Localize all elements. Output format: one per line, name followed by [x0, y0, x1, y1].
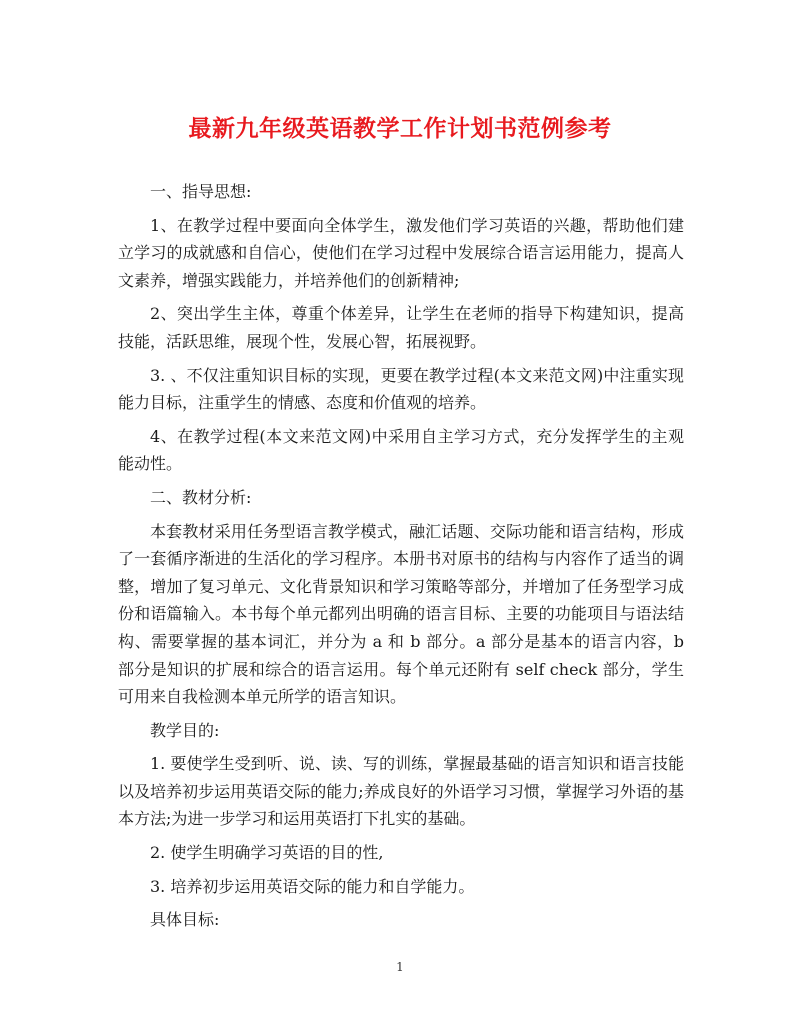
document-title: 最新九年级英语教学工作计划书范例参考	[188, 115, 612, 142]
document-body	[118, 178, 684, 940]
paragraph-item-4: 4、在教学过程(本文来范文网)中采用自主学习方式，充分发挥学生的主观能动性。	[118, 426, 684, 474]
section-heading-teaching-purpose: 教学目的:	[150, 720, 220, 740]
paragraph-item-1: 1、在教学过程中要面向全体学生，激发他们学习英语的兴趣，帮助他们建立学习的成就感和自信心，使他们在学习过程中发展综合语言运用能力，提高人文素养，增强实践能力，并培养他们的创新精神;	[118, 215, 684, 290]
page-number: 1	[396, 960, 404, 974]
section-heading-guiding-ideology: 一、指导思想:	[150, 182, 252, 201]
paragraph-item-3: 3. 、不仅注重知识目标的实现，更要在教学过程(本文来范文网)中注重实现能力目标，注重学生的情感、态度和价值观的培养。	[118, 365, 684, 413]
section-heading-specific-goals: 具体目标:	[150, 910, 220, 930]
paragraph-textbook-analysis: 本套教材采用任务型语言教学模式，融汇话题、交际功能和语言结构，形成了一套循序渐进的生活化的学习程序。本册书对原书的结构与内容作了适当的调整，增加了复习单元、文化背景知识和学习策略等部分，并增加了任务型学习成份和语篇输入。本书每个单元都列出明确的语言目标、主要的功能项目与语法结构、需要掌握的基本词汇，并分为 a 和 b 部分。a 部分是基本的语言内容，b 部分是知识的扩展和综合的语言运用。每个单元还附有 self check 部分，学生可用来自我检测本单元所学的语言知识。	[118, 521, 684, 707]
paragraph-purpose-3: 3. 培养初步运用英语交际的能力和自学能力。	[150, 876, 475, 896]
section-heading-textbook-analysis: 二、教材分析:	[150, 487, 252, 507]
paragraph-purpose-1: 1. 要使学生受到听、说、读、写的训练，掌握最基础的语言知识和语言技能以及培养初步运用英语交际的能力;养成良好的外语学习习惯，掌握学习外语的基本方法;为进一步学习和运用英语打下扎实的基础。	[118, 754, 684, 829]
paragraph-item-2: 2、突出学生主体，尊重个体差异，让学生在老师的指导下构建知识，提高技能，活跃思维，展现个性，发展心智，拓展视野。	[118, 304, 684, 351]
paragraph-purpose-2: 2. 使学生明确学习英语的目的性,	[150, 843, 384, 863]
